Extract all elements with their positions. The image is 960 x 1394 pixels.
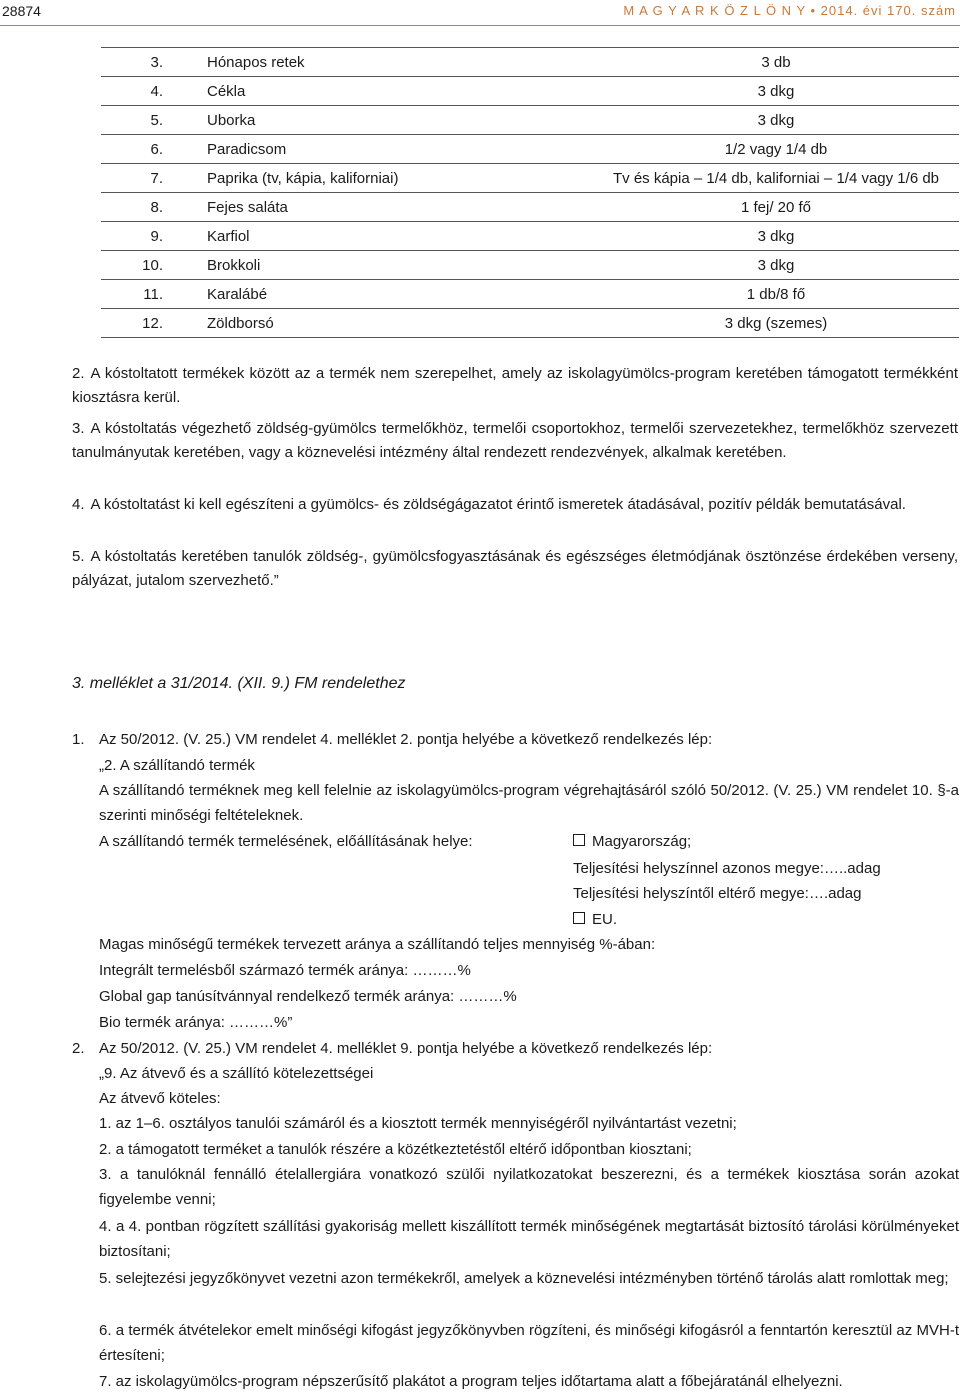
option-other-county: Teljesítési helyszíntől eltérő megye:….adag: [573, 885, 862, 902]
page-number: 28874: [2, 3, 41, 19]
table-row: [101, 77, 959, 106]
row-number: 6.: [101, 135, 203, 164]
vegetable-name: Cékla: [203, 77, 593, 106]
vegetable-name: Hónapos retek: [203, 48, 593, 77]
paragraph-text: A kóstoltatás végezhető zöldség-gyümölcs termelőkhöz, termelői csoportokhoz, termelői szervezetekhez, termelőkhöz szervezett tanulmányutak keretében, vagy a köznevelési intézmény által rendezett rendezvények, alkalmak keretében.: [72, 420, 958, 461]
bio-ratio: Bio termék aránya: ………%”: [99, 1014, 293, 1031]
paragraph-number: 3.: [72, 420, 85, 437]
table-row: [101, 251, 959, 280]
vegetable-quantity: 1/2 vagy 1/4 db: [593, 135, 959, 164]
option-hungary-label: Magyarország;: [592, 833, 692, 850]
obligation-5: 5. selejtezési jegyzőkönyvet vezetni azon termékekről, amelyek a köznevelési intézményben történő tárolás alatt romlottak meg;: [99, 1270, 949, 1287]
vegetable-quantity: 3 dkg (szemes): [593, 309, 959, 338]
obligation-2: 2. a támogatott terméket a tanulók részére a közétkeztetéstől eltérő időpontban kiosztani;: [99, 1141, 692, 1158]
option-eu: [573, 907, 617, 932]
option-hungary: [573, 829, 691, 854]
vegetable-name: Fejes saláta: [203, 193, 593, 222]
vegetable-name: Zöldborsó: [203, 309, 593, 338]
vegetable-quantity: 3 dkg: [593, 106, 959, 135]
paragraph-4: [72, 493, 958, 517]
paragraph-text: A kóstoltatást ki kell egészíteni a gyümölcs- és zöldségágazatot érintő ismeretek átadásával, pozitív példák bemutatásával.: [90, 496, 906, 513]
row-number: 10.: [101, 251, 203, 280]
table-row: [101, 193, 959, 222]
item2-sub: Az átvevő köteles:: [99, 1090, 221, 1107]
option-eu-label: EU.: [592, 911, 618, 928]
global-gap-ratio: Global gap tanúsítvánnyal rendelkező termék aránya: ………%: [99, 988, 517, 1005]
vegetable-quantity: Tv és kápia – 1/4 db, kaliforniai – 1/4 vagy 1/6 db: [593, 164, 959, 193]
row-number: 8.: [101, 193, 203, 222]
annex-title: 3. melléklet a 31/2014. (XII. 9.) FM rendelethez: [72, 675, 406, 692]
item2-heading: „9. Az átvevő és a szállító kötelezettségei: [99, 1065, 374, 1082]
paragraph-2: [72, 362, 958, 410]
vegetable-name: Paradicsom: [203, 135, 593, 164]
row-number: 12.: [101, 309, 203, 338]
header-rule: [0, 25, 960, 26]
vegetable-table: [101, 47, 959, 338]
option-same-county: Teljesítési helyszínnel azonos megye:…..adag: [573, 860, 881, 877]
paragraph-number: 5.: [72, 548, 85, 565]
paragraph-text: A kóstoltatott termékek között az a termék nem szerepelhet, amely az iskolagyümölcs-program keretében támogatott termékként kiosztásra kerül.: [72, 365, 958, 406]
vegetable-name: Paprika (tv, kápia, kaliforniai): [203, 164, 593, 193]
obligation-4: 4. a 4. pontban rögzített szállítási gyakoriság mellett kiszállított termék minőségének megtartását biztosító tárolási körülményeket biztosítani;: [99, 1218, 959, 1260]
origin-label: A szállítandó termék termelésének, előállításának helye:: [99, 833, 473, 850]
item-text: Az 50/2012. (V. 25.) VM rendelet 4. melléklet 2. pontja helyébe a következő rendelkezés lép:: [99, 731, 713, 748]
vegetable-quantity: 1 db/8 fő: [593, 280, 959, 309]
vegetable-quantity: 1 fej/ 20 fő: [593, 193, 959, 222]
vegetable-name: Karalábé: [203, 280, 593, 309]
vegetable-name: Brokkoli: [203, 251, 593, 280]
table-row: [101, 280, 959, 309]
item1-heading: „2. A szállítandó termék: [99, 757, 255, 774]
quality-intro: Magas minőségű termékek tervezett aránya a szállítandó teljes mennyiség %-ában:: [99, 936, 656, 953]
item-number: 1.: [72, 731, 85, 748]
vegetable-quantity: 3 dkg: [593, 222, 959, 251]
item-number: 2.: [72, 1040, 85, 1057]
table-row: [101, 222, 959, 251]
amendment-item-2: [72, 1036, 958, 1061]
vegetable-name: Karfiol: [203, 222, 593, 251]
row-number: 7.: [101, 164, 203, 193]
table-row: [101, 106, 959, 135]
obligation-1: 1. az 1–6. osztályos tanulói számáról és a kiosztott termék mennyiségéről nyilvántartást vezetni;: [99, 1115, 737, 1132]
vegetable-quantity: 3 dkg: [593, 251, 959, 280]
row-number: 5.: [101, 106, 203, 135]
paragraph-5: [72, 545, 958, 593]
journal-title: M A G Y A R K Ö Z L Ö N Y • 2014. évi 170. szám: [623, 3, 956, 18]
item1-body: A szállítandó terméknek meg kell felelnie az iskolagyümölcs-program végrehajtásáról szóló 50/2012. (V. 25.) VM rendelet 10. §-a szerinti minőségi feltételeknek.: [99, 782, 959, 824]
amendment-item-1: [72, 727, 958, 752]
paragraph-number: 2.: [72, 365, 85, 382]
item-text: Az 50/2012. (V. 25.) VM rendelet 4. melléklet 9. pontja helyébe a következő rendelkezés lép:: [99, 1040, 713, 1057]
table-row: [101, 309, 959, 338]
row-number: 11.: [101, 280, 203, 309]
row-number: 9.: [101, 222, 203, 251]
checkbox-icon: [573, 912, 585, 924]
table-row: [101, 48, 959, 77]
obligation-3: 3. a tanulóknál fennálló ételallergiára vonatkozó szülői nyilatkozatokat beszerezni, és a termékek kiosztása során azokat figyelembe venni;: [99, 1166, 959, 1208]
row-number: 3.: [101, 48, 203, 77]
row-number: 4.: [101, 77, 203, 106]
paragraph-3: [72, 417, 958, 465]
checkbox-icon: [573, 834, 585, 846]
obligation-7: 7. az iskolagyümölcs-program népszerűsítő plakátot a program teljes időtartama alatt a főbejáratánál elhelyezni.: [99, 1373, 843, 1390]
table-row: [101, 135, 959, 164]
integrated-ratio: Integrált termelésből származó termék aránya: ………%: [99, 962, 471, 979]
vegetable-name: Uborka: [203, 106, 593, 135]
vegetable-quantity: 3 db: [593, 48, 959, 77]
paragraph-text: A kóstoltatás keretében tanulók zöldség-, gyümölcsfogyasztásának és egészséges életmódjának ösztönzése érdekében verseny, pályázat, jutalom szervezhető.”: [72, 548, 958, 589]
vegetable-quantity: 3 dkg: [593, 77, 959, 106]
page-header: [0, 0, 960, 24]
paragraph-number: 4.: [72, 496, 85, 513]
obligation-6: 6. a termék átvételekor emelt minőségi kifogást jegyzőkönyvben rögzíteni, és minőségi kifogásról a fenntartón keresztül az MVH-t értesíteni;: [99, 1322, 959, 1364]
table-row: [101, 164, 959, 193]
